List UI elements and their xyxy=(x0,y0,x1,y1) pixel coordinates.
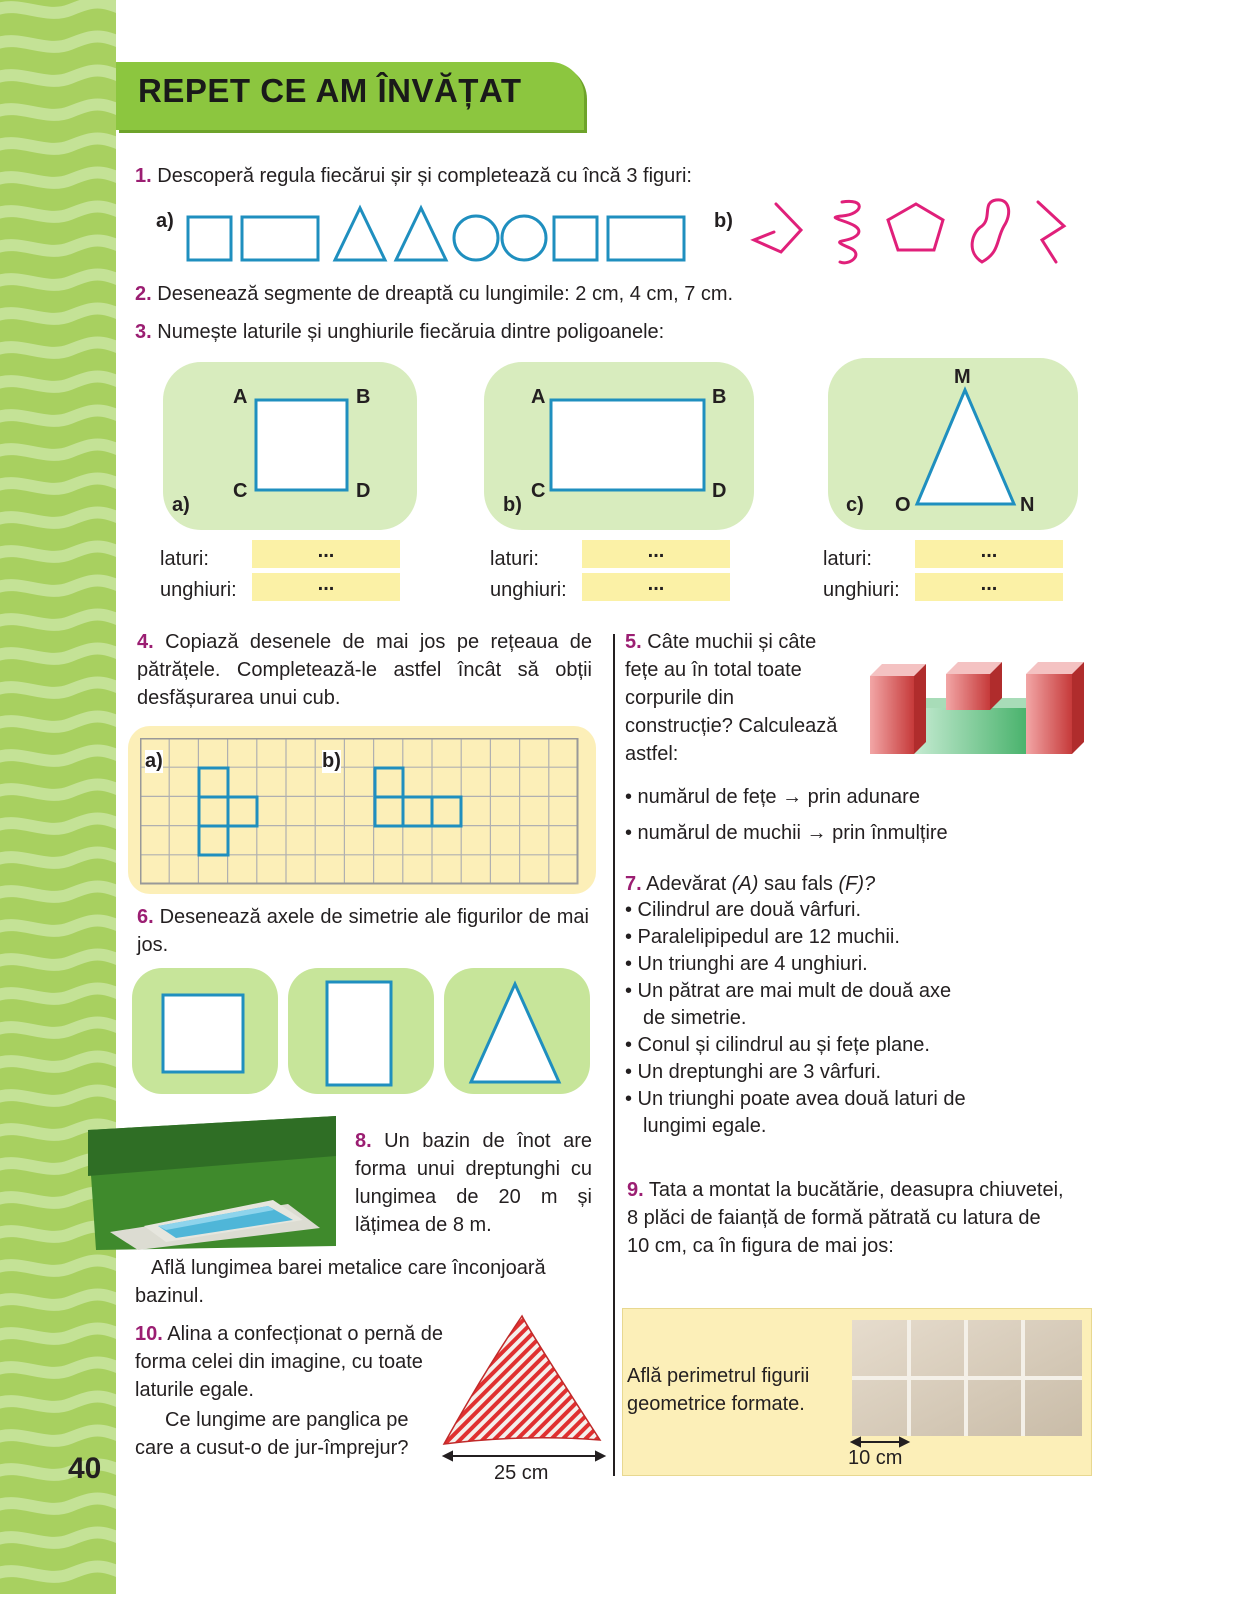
exercise-2-prompt xyxy=(135,280,733,308)
exercise-text: Adevărat xyxy=(646,873,732,895)
wave-line xyxy=(0,173,116,183)
wave-line xyxy=(0,683,116,693)
wave-line xyxy=(0,1091,116,1101)
cube-construction-image xyxy=(866,650,1092,758)
column-divider xyxy=(613,634,615,1476)
false-mark: (F)? xyxy=(838,873,876,895)
list-item: • Un pătrat are mai mult de două axe xyxy=(625,980,952,1002)
list-item: • Cilindrul are două vârfuri. xyxy=(625,899,861,921)
exercise-10-prompt xyxy=(135,1320,465,1404)
exercise-7-statements xyxy=(625,897,966,1140)
vertex-label: B xyxy=(712,386,727,408)
exercise-7-prompt xyxy=(625,870,875,898)
wave-line xyxy=(0,513,116,523)
exercise-number: 9. xyxy=(627,1179,644,1201)
rectangle-shape xyxy=(608,217,684,260)
exercise-text: Câte muchii și câte fețe au în total toate corpurile din construcție? Calculează astfel: xyxy=(625,631,838,765)
list-item: de simetrie. xyxy=(643,1007,747,1029)
wave-line xyxy=(0,989,116,999)
angles-label: unghiuri: xyxy=(490,579,567,601)
exercise-number: 5. xyxy=(625,631,642,653)
list-item: • numărul de muchii → prin înmulțire xyxy=(625,822,948,844)
exercise-9-prompt xyxy=(627,1176,1067,1260)
triangle-mon xyxy=(828,358,1078,530)
shape-sequence-b xyxy=(746,192,1076,272)
exercise-text: Descoperă regula fiecărui șir și completează cu încă 3 figuri: xyxy=(157,165,692,187)
wave-line xyxy=(0,785,116,795)
exercise-4-prompt xyxy=(137,628,592,712)
wave-line xyxy=(0,717,116,727)
wave-line xyxy=(0,547,116,557)
wave-line xyxy=(0,445,116,455)
wave-line xyxy=(0,615,116,625)
list-item: • numărul de fețe → prin adunare xyxy=(625,786,920,808)
list-item: • Paralelipipedul are 12 muchii. xyxy=(625,926,900,948)
wave-line xyxy=(0,581,116,591)
exercise-number: 7. xyxy=(625,873,642,895)
tiles-image xyxy=(850,1320,1082,1452)
circle-shape xyxy=(502,216,546,260)
page-number: 40 xyxy=(68,1452,102,1485)
angles-answer-field-c[interactable]: ... xyxy=(915,573,1063,601)
exercise-number: 3. xyxy=(135,321,152,343)
wave-line xyxy=(0,751,116,761)
rectangle-shape xyxy=(242,217,318,260)
wave-line xyxy=(0,1057,116,1067)
wave-line xyxy=(0,1397,116,1407)
shape-sequence-a xyxy=(180,200,695,270)
sides-answer-field-b[interactable]: ... xyxy=(582,540,730,568)
exercise-number: 2. xyxy=(135,283,152,305)
list-item: • Conul și cilindrul au și fețe plane. xyxy=(625,1034,930,1056)
vertex-label: M xyxy=(954,366,971,388)
exercise-5-bullets xyxy=(625,784,948,847)
grid-label-b: b) xyxy=(322,750,341,772)
rectangle-shape xyxy=(327,982,391,1085)
wave-line xyxy=(0,411,116,421)
wave-line xyxy=(0,921,116,931)
spiral-shape xyxy=(835,201,859,262)
vertex-label: N xyxy=(1020,494,1035,516)
exercise-10-question: Ce lungime are panglica pe care a cusut-o de jur-împrejur? xyxy=(135,1409,409,1459)
wave-line xyxy=(0,71,116,81)
vertex-label: O xyxy=(895,494,911,516)
exercise-3-prompt xyxy=(135,318,664,346)
exercise-8-prompt xyxy=(355,1127,592,1239)
page-title: REPET CE AM ÎNVĂȚAT xyxy=(138,72,522,109)
wave-line xyxy=(0,1567,116,1577)
exercise-9-question: Află perimetrul figurii geometrice formate. xyxy=(627,1365,810,1415)
true-mark: (A) xyxy=(731,873,759,895)
exercise-text: Desenează segmente de dreaptă cu lungimile: 2 cm, 4 cm, 7 cm. xyxy=(157,283,734,305)
square-shape xyxy=(188,217,231,260)
wave-line xyxy=(0,1431,116,1441)
vertex-label: D xyxy=(712,480,727,502)
wave-line xyxy=(0,819,116,829)
vertex-label: A xyxy=(531,386,546,408)
sides-answer-field-c[interactable]: ... xyxy=(915,540,1063,568)
wave-line xyxy=(0,1499,116,1509)
wave-line xyxy=(0,887,116,897)
grid-label-a: a) xyxy=(145,750,163,772)
wave-line xyxy=(0,3,116,13)
angles-label: unghiuri: xyxy=(823,579,900,601)
square-abcd xyxy=(163,362,417,530)
sequence-a-label: a) xyxy=(156,210,174,232)
wave-line xyxy=(0,343,116,353)
sides-answer-field-a[interactable]: ... xyxy=(252,540,400,568)
tile-side-length: 10 cm xyxy=(848,1447,903,1469)
sequence-b-label: b) xyxy=(714,210,733,232)
vertex-label: C xyxy=(531,480,546,502)
angles-label: unghiuri: xyxy=(160,579,237,601)
wave-line xyxy=(0,649,116,659)
exercise-8-question: Află lungimea barei metalice care înconjoară bazinul. xyxy=(135,1257,546,1307)
sides-label: laturi: xyxy=(823,548,872,570)
triangle-shape xyxy=(396,208,446,260)
wave-line xyxy=(0,105,116,115)
decorative-side-strip xyxy=(0,0,116,1594)
exercise-text: sau fals xyxy=(758,873,839,895)
exercise-text: Numește laturile și unghiurile fiecăruia dintre poligoanele: xyxy=(157,321,665,343)
wave-line xyxy=(0,139,116,149)
list-item: • Un triunghi are 4 unghiuri. xyxy=(625,953,868,975)
wave-line xyxy=(0,1023,116,1033)
wave-line xyxy=(0,479,116,489)
vertex-label: B xyxy=(356,386,371,408)
exercise-number: 10. xyxy=(135,1323,163,1345)
exercise-6-prompt xyxy=(137,903,589,959)
exercise-text: Desenează axele de simetrie ale figurilor de mai jos. xyxy=(137,906,589,956)
figure-label: c) xyxy=(846,494,864,516)
wave-line xyxy=(0,1329,116,1339)
wave-line xyxy=(0,309,116,319)
vertex-label: D xyxy=(356,480,371,502)
wave-line xyxy=(0,207,116,217)
exercise-1-prompt xyxy=(135,162,692,190)
angles-answer-field-a[interactable]: ... xyxy=(252,573,400,601)
zigzag-shape xyxy=(754,204,801,252)
sides-label: laturi: xyxy=(160,548,209,570)
wave-line xyxy=(0,275,116,285)
list-item: • Un triunghi poate avea două laturi de xyxy=(625,1088,966,1110)
wave-line xyxy=(0,955,116,965)
exercise-5-prompt xyxy=(625,628,845,768)
figure-label: b) xyxy=(503,494,522,516)
wave-line xyxy=(0,1261,116,1271)
wave-line xyxy=(0,1533,116,1543)
wave-line xyxy=(0,377,116,387)
wave-line xyxy=(0,853,116,863)
wave-line xyxy=(0,241,116,251)
exercise-text: Un bazin de înot are forma unui dreptunghi cu lungimea de 20 m și lățimea de 8 m. xyxy=(355,1130,592,1236)
vertex-label: C xyxy=(233,480,248,502)
exercise-text: Alina a confecționat o pernă de forma celei din imagine, cu toate laturile egale. xyxy=(135,1323,444,1401)
wave-line xyxy=(0,1295,116,1305)
circle-shape xyxy=(454,216,498,260)
square-grid xyxy=(140,738,580,888)
pentagon-shape xyxy=(888,204,943,250)
square-shape xyxy=(554,217,597,260)
zigzag-shape xyxy=(1038,202,1064,262)
swimming-pool-photo xyxy=(88,1116,338,1250)
triangle-shape xyxy=(471,984,559,1082)
exercise-number: 1. xyxy=(135,165,152,187)
figure-label: a) xyxy=(172,494,190,516)
exercise-text: Copiază desenele de mai jos pe rețeaua de pătrățele. Completează-le astfel încât să obții desfășurarea unui cub. xyxy=(137,631,592,709)
wave-line xyxy=(0,37,116,47)
triangular-pillow-image xyxy=(438,1312,608,1472)
curved-shape xyxy=(972,200,1009,262)
exercise-number: 8. xyxy=(355,1130,372,1152)
list-item: lungimi egale. xyxy=(643,1115,767,1137)
exercise-number: 6. xyxy=(137,906,154,928)
sides-label: laturi: xyxy=(490,548,539,570)
vertex-label: A xyxy=(233,386,248,408)
wave-pattern xyxy=(0,0,116,1594)
pillow-side-length: 25 cm xyxy=(494,1462,549,1484)
angles-answer-field-b[interactable]: ... xyxy=(582,573,730,601)
triangle-shape xyxy=(335,208,385,260)
exercise-text: Tata a montat la bucătărie, deasupra chiuvetei, 8 plăci de faianță de formă pătrată cu latura de 10 cm, ca în figura de mai jos: xyxy=(627,1179,1064,1257)
exercise-number: 4. xyxy=(137,631,154,653)
symmetry-shapes xyxy=(132,968,592,1094)
square-shape xyxy=(163,995,243,1072)
wave-line xyxy=(0,1363,116,1373)
list-item: • Un dreptunghi are 3 vârfuri. xyxy=(625,1061,882,1083)
